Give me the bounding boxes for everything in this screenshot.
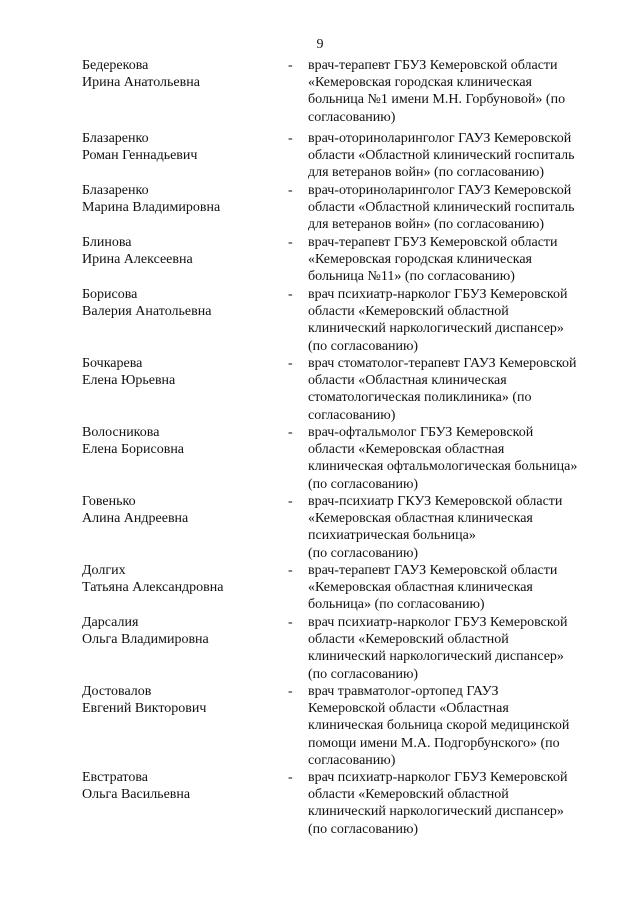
person-name — [82, 562, 282, 596]
position-description — [308, 130, 606, 182]
given-name: Ольга Васильевна — [82, 787, 191, 803]
position-description — [308, 182, 606, 234]
person-name — [82, 493, 282, 527]
description-line: области «Кемеровский областной — [308, 304, 509, 320]
description-line: для ветеранов войн» (по согласованию) — [308, 165, 544, 181]
description-line: клиническая офтальмологическая больница» — [308, 459, 578, 475]
description-line: больница №11» (по согласованию) — [308, 269, 515, 285]
description-line: врач-оториноларинголог ГАУЗ Кемеровской — [308, 183, 572, 198]
description-line: области «Кемеровский областной — [308, 787, 509, 803]
given-name: Евгений Викторович — [82, 701, 207, 717]
surname: Говенько — [82, 494, 136, 509]
surname: Бедерекова — [82, 58, 149, 73]
description-line: больница №1 имени М.Н. Горбуновой» (по — [308, 92, 566, 108]
description-line: врач-психиатр ГКУЗ Кемеровской области — [308, 494, 563, 509]
surname: Евстратова — [82, 770, 149, 785]
description-line: клинический наркологический диспансер» — [308, 649, 564, 665]
given-name: Роман Геннадьевич — [82, 148, 198, 164]
list-item — [82, 424, 622, 493]
given-name: Елена Юрьевна — [82, 373, 176, 389]
dash: - — [288, 563, 293, 578]
list-item — [82, 562, 622, 614]
position-description — [308, 424, 606, 493]
dash: - — [288, 494, 293, 509]
given-name: Ирина Анатольевна — [82, 75, 200, 91]
person-name — [82, 234, 282, 268]
surname: Бочкарева — [82, 356, 143, 371]
person-name — [82, 182, 282, 216]
list-item — [82, 234, 622, 286]
given-name: Ирина Алексеевна — [82, 252, 193, 268]
description-line: «Кемеровская городская клиническая — [308, 75, 532, 91]
description-line: (по согласованию) — [308, 821, 419, 837]
dash: - — [288, 235, 293, 250]
description-line: области «Кемеровская областная — [308, 442, 505, 458]
description-line: помощи имени М.А. Подгорбунского» (по — [308, 735, 560, 751]
list-item — [82, 286, 622, 355]
person-name — [82, 424, 282, 458]
person-name — [82, 614, 282, 648]
description-line: психиатрическая больница» — [308, 528, 476, 544]
list-item — [82, 493, 622, 562]
list-item — [82, 614, 622, 683]
description-line: клинический наркологический диспансер» — [308, 804, 564, 820]
description-line: для ветеранов войн» (по согласованию) — [308, 217, 544, 233]
description-line: области «Кемеровский областной — [308, 632, 509, 648]
list-item — [82, 355, 622, 424]
surname: Блазаренко — [82, 131, 149, 146]
description-line: (по согласованию) — [308, 666, 419, 682]
description-line: врач-терапевт ГБУЗ Кемеровской области — [308, 235, 558, 250]
description-line: врач психиатр-нарколог ГБУЗ Кемеровской — [308, 287, 568, 302]
surname: Борисова — [82, 287, 138, 302]
dash: - — [288, 356, 293, 371]
description-line: больница» (по согласованию) — [308, 597, 485, 613]
description-line: Кемеровской области «Областная — [308, 701, 509, 717]
surname: Достовалов — [82, 684, 152, 699]
description-line: клинический наркологический диспансер» — [308, 321, 564, 337]
surname: Долгих — [82, 563, 126, 578]
given-name: Алина Андреевна — [82, 511, 189, 527]
position-description — [308, 355, 606, 424]
position-description — [308, 234, 606, 286]
person-name — [82, 57, 282, 91]
description-line: (по согласованию) — [308, 476, 419, 492]
dash: - — [288, 58, 293, 73]
description-line: врач-терапевт ГБУЗ Кемеровской области — [308, 58, 558, 73]
position-description — [308, 614, 606, 683]
position-description — [308, 57, 606, 126]
person-name — [82, 286, 282, 320]
description-line: (по согласованию) — [308, 545, 419, 561]
description-line: согласованию) — [308, 407, 396, 423]
dash: - — [288, 425, 293, 440]
position-description — [308, 769, 606, 838]
surname: Блинова — [82, 235, 132, 250]
description-line: врач травматолог-ортопед ГАУЗ — [308, 684, 499, 699]
surname: Дарсалия — [82, 615, 139, 630]
list-item — [82, 130, 622, 182]
description-line: врач стоматолог-терапевт ГАУЗ Кемеровской — [308, 356, 577, 371]
description-line: области «Областная клиническая — [308, 373, 507, 389]
description-line: области «Областной клинический госпиталь — [308, 200, 575, 216]
position-description — [308, 286, 606, 355]
person-name — [82, 355, 282, 389]
position-description — [308, 562, 606, 614]
surname: Волосникова — [82, 425, 160, 440]
dash: - — [288, 131, 293, 146]
given-name: Валерия Анатольевна — [82, 304, 212, 320]
description-line: клиническая больница скорой медицинской — [308, 718, 570, 734]
list-item — [82, 57, 622, 130]
description-line: стоматологическая поликлиника» (по — [308, 390, 532, 406]
position-description — [308, 493, 606, 562]
dash: - — [288, 684, 293, 699]
description-line: врач-оториноларинголог ГАУЗ Кемеровской — [308, 131, 572, 146]
description-line: врач-офтальмолог ГБУЗ Кемеровской — [308, 425, 534, 440]
list-item — [82, 769, 622, 838]
description-line: врач-терапевт ГАУЗ Кемеровской области — [308, 563, 558, 578]
dash: - — [288, 287, 293, 302]
list-item — [82, 683, 622, 769]
description-line: врач психиатр-нарколог ГБУЗ Кемеровской — [308, 615, 568, 630]
commission-member-list — [82, 57, 622, 838]
description-line: согласованию) — [308, 752, 396, 768]
dash: - — [288, 615, 293, 630]
person-name — [82, 683, 282, 717]
person-name — [82, 769, 282, 803]
list-item — [82, 182, 622, 234]
person-name — [82, 130, 282, 164]
description-line: области «Областной клинический госпиталь — [308, 148, 575, 164]
given-name: Елена Борисовна — [82, 442, 185, 458]
page-number: 9 — [316, 37, 324, 52]
description-line: «Кемеровская областная клиническая — [308, 511, 533, 527]
given-name: Татьяна Александровна — [82, 580, 224, 596]
given-name: Марина Владимировна — [82, 200, 221, 216]
dash: - — [288, 183, 293, 198]
description-line: «Кемеровская областная клиническая — [308, 580, 533, 596]
position-description — [308, 683, 606, 769]
dash: - — [288, 770, 293, 785]
given-name: Ольга Владимировна — [82, 632, 209, 648]
description-line: «Кемеровская городская клиническая — [308, 252, 532, 268]
description-line: согласованию) — [308, 109, 396, 125]
description-line: (по согласованию) — [308, 338, 419, 354]
description-line: врач психиатр-нарколог ГБУЗ Кемеровской — [308, 770, 568, 785]
surname: Блазаренко — [82, 183, 149, 198]
